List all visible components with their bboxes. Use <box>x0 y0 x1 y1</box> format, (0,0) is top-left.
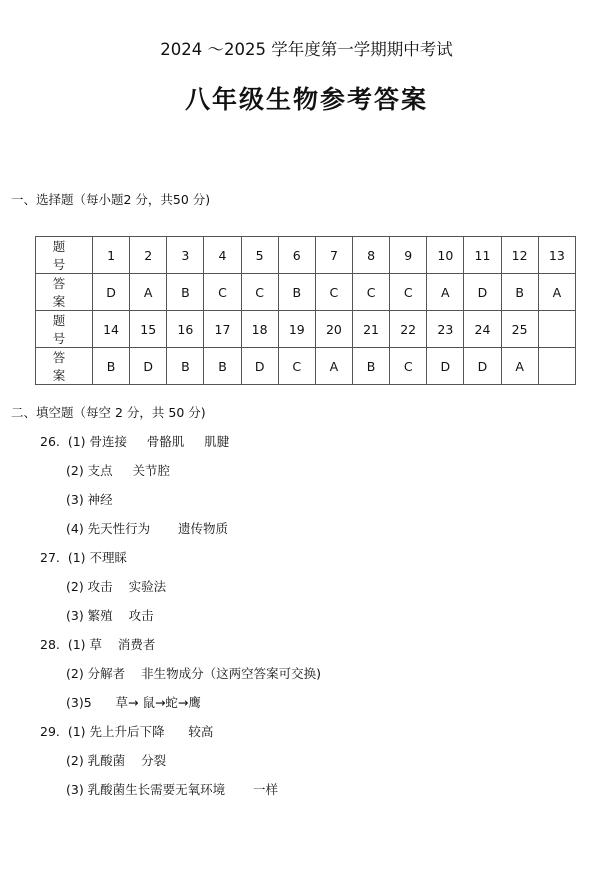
table-row <box>36 311 576 348</box>
table-cell: 21 <box>352 311 389 348</box>
table-cell: D <box>241 348 278 385</box>
table-cell: D <box>93 274 130 311</box>
section-heading-choice: 一、选择题（每小题2 分，共50 分) <box>11 192 211 207</box>
row-label: 题 号 <box>36 237 93 274</box>
answer-line: (3) 繁殖 攻击 <box>66 608 154 623</box>
row-label: 题 号 <box>36 311 93 348</box>
table-cell: C <box>204 274 241 311</box>
table-cell: 17 <box>204 311 241 348</box>
table-cell: 2 <box>130 237 167 274</box>
answer-line: 26. (1) 骨连接 骨骼肌 肌腱 <box>40 434 230 449</box>
table-cell: A <box>315 348 352 385</box>
table-cell: 9 <box>390 237 427 274</box>
row-label: 答 案 <box>36 348 93 385</box>
table-cell: B <box>93 348 130 385</box>
table-cell: 12 <box>501 237 538 274</box>
table-cell: 23 <box>427 311 464 348</box>
table-cell: 13 <box>538 237 575 274</box>
answer-line: (2) 乳酸菌 分裂 <box>66 753 167 768</box>
table-cell: B <box>167 348 204 385</box>
table-cell: 25 <box>501 311 538 348</box>
answer-line: 29. (1) 先上升后下降 较高 <box>40 724 214 739</box>
table-row <box>36 274 576 311</box>
answer-table <box>35 236 576 385</box>
table-row <box>36 237 576 274</box>
table-cell <box>538 311 575 348</box>
answer-line: (2) 攻击 实验法 <box>66 579 167 594</box>
answer-line: (3)5 草→ 鼠→蛇→鹰 <box>66 695 201 710</box>
table-cell: C <box>241 274 278 311</box>
table-cell: A <box>538 274 575 311</box>
table-cell: A <box>501 348 538 385</box>
table-cell: D <box>427 348 464 385</box>
table-cell: D <box>464 348 501 385</box>
answer-line: (3) 神经 <box>66 492 113 507</box>
table-cell <box>538 348 575 385</box>
table-cell: B <box>278 274 315 311</box>
table-cell: 5 <box>241 237 278 274</box>
table-cell: C <box>390 274 427 311</box>
table-cell: 3 <box>167 237 204 274</box>
answer-line: 27. (1) 不理睬 <box>40 550 128 565</box>
answer-line: (3) 乳酸菌生长需要无氧环境 一样 <box>66 782 278 797</box>
table-cell: C <box>390 348 427 385</box>
table-cell: 1 <box>93 237 130 274</box>
table-cell: 18 <box>241 311 278 348</box>
table-cell: C <box>315 274 352 311</box>
section-heading-fill: 二、填空题（每空 2 分，共 50 分) <box>11 405 206 420</box>
table-cell: B <box>167 274 204 311</box>
table-cell: B <box>501 274 538 311</box>
answer-line: 28. (1) 草 消费者 <box>40 637 156 652</box>
answer-line: (2) 分解者 非生物成分（这两空答案可交换) <box>66 666 321 681</box>
answer-line: (4) 先天性行为 遗传物质 <box>66 521 228 536</box>
table-cell: 8 <box>352 237 389 274</box>
table-cell: C <box>352 274 389 311</box>
table-cell: 14 <box>93 311 130 348</box>
table-cell: 16 <box>167 311 204 348</box>
table-cell: 10 <box>427 237 464 274</box>
table-cell: 20 <box>315 311 352 348</box>
table-cell: D <box>464 274 501 311</box>
table-cell: B <box>204 348 241 385</box>
row-label: 答 案 <box>36 274 93 311</box>
document-title: 八年级生物参考答案 <box>184 85 428 114</box>
table-cell: 15 <box>130 311 167 348</box>
answer-line: (2) 支点 关节腔 <box>66 463 171 478</box>
table-cell: 11 <box>464 237 501 274</box>
table-row <box>36 348 576 385</box>
table-cell: D <box>130 348 167 385</box>
table-cell: A <box>130 274 167 311</box>
table-cell: B <box>352 348 389 385</box>
table-cell: A <box>427 274 464 311</box>
table-cell: 7 <box>315 237 352 274</box>
exam-title: 2024 ～2025 学年度第一学期期中考试 <box>160 40 453 59</box>
table-cell: 4 <box>204 237 241 274</box>
table-cell: 22 <box>390 311 427 348</box>
table-cell: 24 <box>464 311 501 348</box>
table-cell: 19 <box>278 311 315 348</box>
table-cell: C <box>278 348 315 385</box>
table-cell: 6 <box>278 237 315 274</box>
